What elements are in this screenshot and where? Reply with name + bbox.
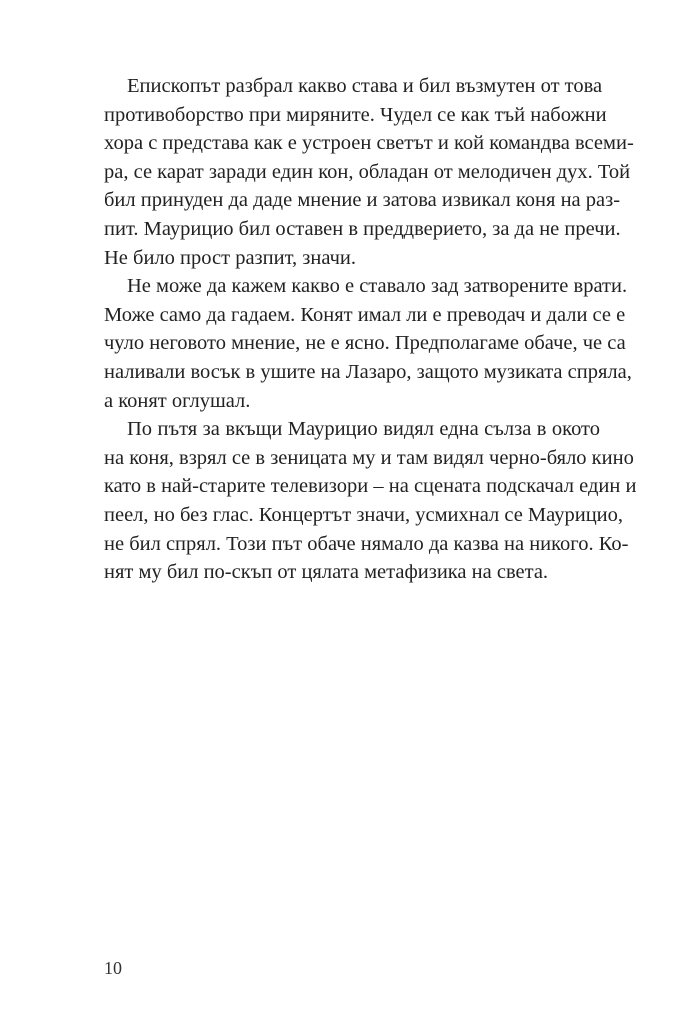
paragraph-1 — [104, 72, 634, 272]
text-line: Може само да гадаем. Конят имал ли е преводач и дали се е — [104, 303, 626, 326]
body-text — [104, 72, 637, 587]
text-line: Не било прост разпит, значи. — [104, 246, 357, 269]
text-line: Епископът разбрал какво става и бил възмутен от това — [127, 75, 603, 97]
text-line: По пътя за вкъщи Маурицио видял една сълза в окото — [127, 418, 600, 441]
text-line: на коня, взрял се в зеницата му и там видял черно-бяло кино — [104, 446, 634, 469]
paragraph-2 — [104, 272, 632, 415]
text-line: бил принуден да даде мнение и затова извикал коня на раз- — [104, 189, 621, 212]
text-line: наливали восък в ушите на Лазаро, защото музиката спряла, — [104, 360, 632, 383]
text-line: Не може да кажем какво е ставало зад затворените врати. — [127, 275, 628, 298]
paragraph-3 — [104, 415, 637, 587]
text-line: хора с представа как е устроен светът и кой командва всеми- — [104, 132, 634, 155]
text-line: нят му бил по-скъп от цялата метафизика на света. — [104, 561, 549, 584]
text-line: а конят оглушал. — [104, 389, 251, 412]
text-line: пит. Маурицио бил оставен в преддверието, за да не пречи. — [104, 217, 621, 240]
text-line: ра, се карат заради един кон, обладан от мелодичен дух. Той — [104, 160, 631, 183]
text-line: пеел, но без глас. Концертът значи, усмихнал се Маурицио, — [104, 503, 624, 526]
text-line: чуло неговото мнение, не е ясно. Предполагаме обаче, че са — [104, 332, 626, 355]
text-line: като в най-старите телевизори – на сцената подскачал един и — [104, 475, 637, 498]
page-number: 10 — [104, 958, 122, 978]
text-line: противоборство при миряните. Чудел се как тъй набожни — [104, 103, 607, 126]
text-line: не бил спрял. Този път обаче нямало да казва на никого. Ко- — [104, 532, 629, 555]
